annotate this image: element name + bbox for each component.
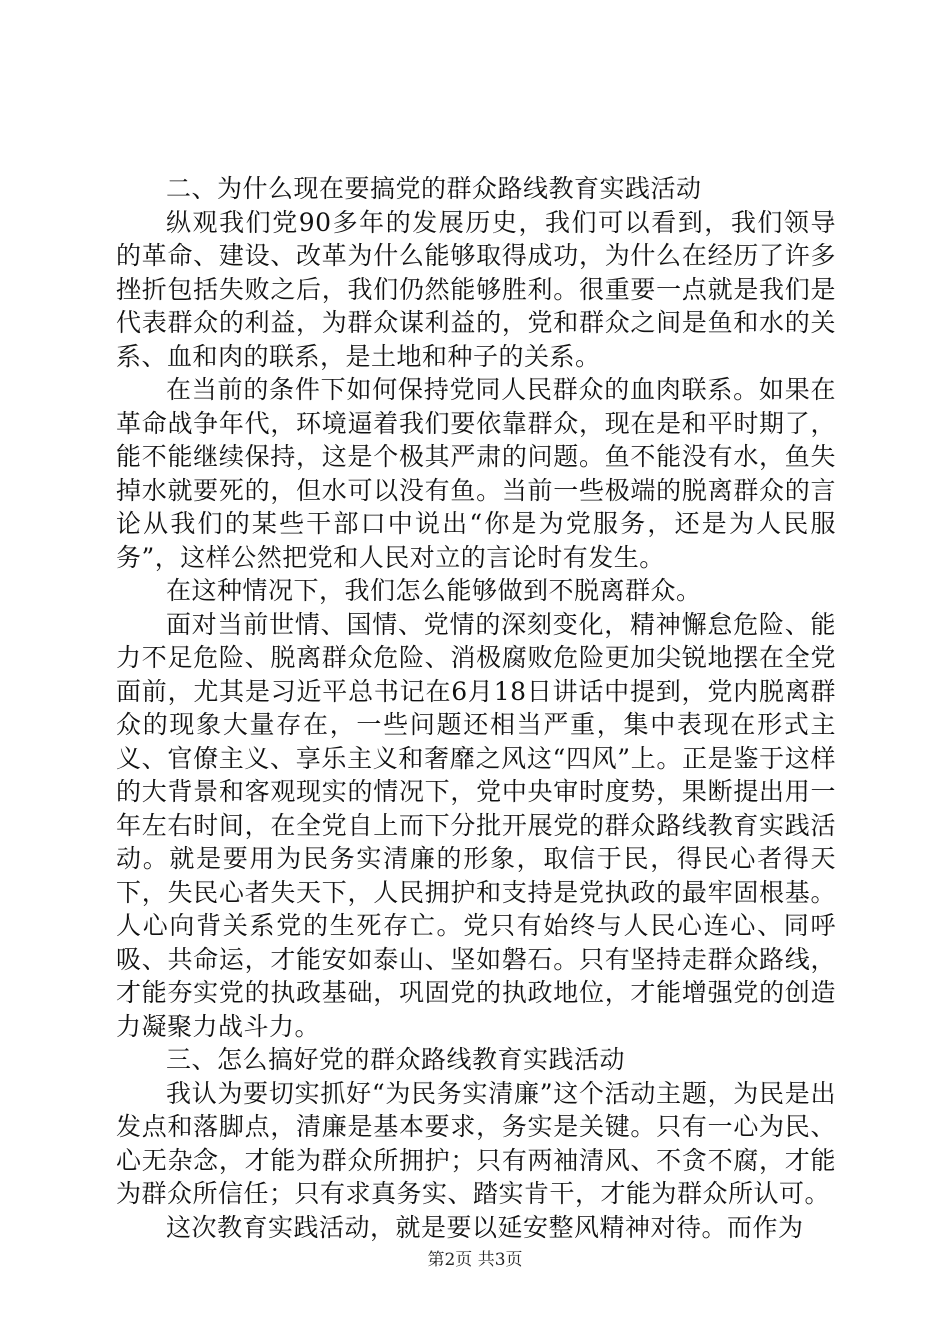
body-paragraph: 我认为要切实抓好“为民务实清廉”这个活动主题，为民是出发点和落脚点，清廉是基本要求，务实是关键。只有一心为民、心无杂念，才能为群众所拥护；只有两袖清风、不贪不腐，才能为群众所信任；只有求真务实、踏实肯干，才能为群众所认可。 bbox=[116, 1078, 836, 1208]
section-heading-3: 三、怎么搞好党的群众路线教育实践活动 bbox=[166, 1045, 626, 1074]
body-paragraph: 纵观我们党90多年的发展历史，我们可以看到，我们领导的革命、建设、改革为什么能够取得成功，为什么在经历了许多挫折包括失败之后，我们仍然能够胜利。很重要一点就是我们是代表群众的利益，为群众谋利益的，党和群众之间是鱼和水的关系、血和肉的联系，是土地和种子的关系。 bbox=[116, 207, 836, 371]
body-paragraph: 在当前的条件下如何保持党同人民群众的血肉联系。如果在革命战争年代，环境逼着我们要依靠群众，现在是和平时期了，能不能继续保持，这是个极其严肃的问题。鱼不能没有水，鱼失掉水就要死的，但水可以没有鱼。当前一些极端的脱离群众的言论从我们的某些干部口中说出“你是为党服务，还是为人民服务”，这样公然把党和人民对立的言论时有发生。 bbox=[116, 375, 836, 572]
body-paragraph: 这次教育实践活动，就是要以延安整风精神对待。而作为 bbox=[166, 1212, 804, 1242]
body-paragraph: 在这种情况下，我们怎么能够做到不脱离群众。 bbox=[166, 576, 702, 605]
body-paragraph: 面对当前世情、国情、党情的深刻变化，精神懈怠危险、能力不足危险、脱离群众危险、消极腐败危险更加尖锐地摆在全党面前，尤其是习近平总书记在6月18日讲话中提到，党内脱离群众的现象大量存在，一些问题还相当严重，集中表现在形式主义、官僚主义、享乐主义和奢靡之风这“四风”上。正是鉴于这样的大背景和客观现实的情况下，党中央审时度势，果断提出用一年左右时间，在全党自上而下分批开展党的群众路线教育实践活动。就是要用为民务实清廉的形象，取信于民，得民心者得天下，失民心者失天下，人民拥护和支持是党执政的最牢固根基。人心向背关系党的生死存亡。党只有始终与人民心连心、同呼吸、共命运，才能安如泰山、坚如磐石。只有坚持走群众路线，才能夯实党的执政基础，巩固党的执政地位，才能增强党的创造力凝聚力战斗力。 bbox=[116, 609, 836, 1041]
section-heading-2: 二、为什么现在要搞党的群众路线教育实践活动 bbox=[166, 174, 702, 203]
document-body bbox=[116, 172, 836, 1244]
page-number-footer: 第2页 共3页 bbox=[427, 1250, 523, 1270]
